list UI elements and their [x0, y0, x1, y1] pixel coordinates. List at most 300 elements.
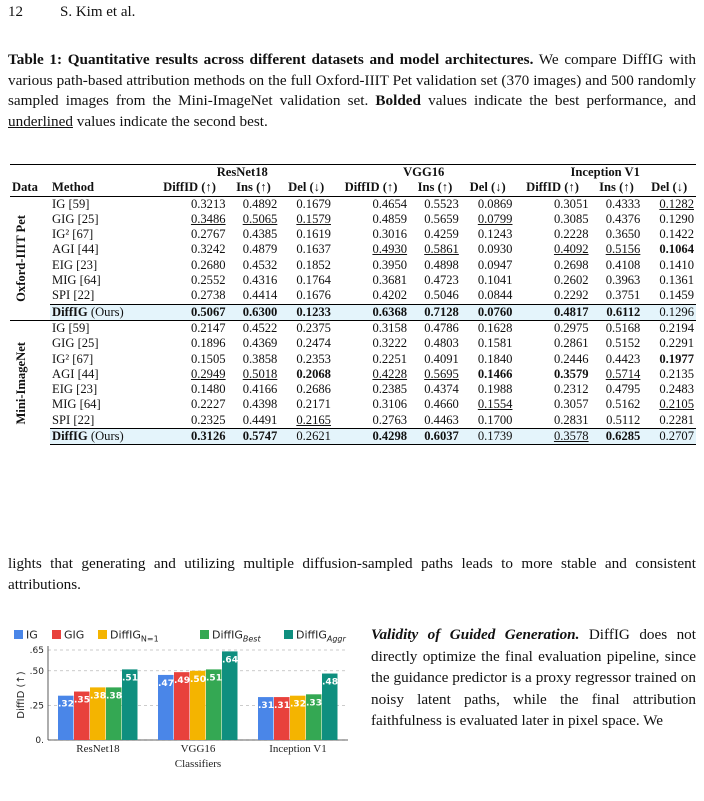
col-method: Method [52, 180, 95, 195]
value-cell [279, 336, 333, 351]
value-cell [409, 397, 461, 412]
value-cell [151, 212, 227, 227]
cell-value: 0.7128 [424, 304, 459, 319]
value-cell [228, 320, 280, 336]
value-cell [333, 336, 409, 351]
value-cell [228, 413, 280, 429]
value-cell [591, 258, 643, 273]
value-cell [228, 196, 280, 212]
value-cell [514, 258, 590, 273]
value-cell [228, 397, 280, 412]
cell-value: 0.2680 [190, 257, 226, 272]
value-cell [461, 288, 515, 304]
cell-value: 0.2227 [190, 397, 226, 412]
cell-value: 0.2949 [190, 366, 226, 381]
method-name: DiffIG [52, 429, 88, 444]
value-cell [461, 273, 515, 288]
value-cell [228, 429, 280, 445]
cell-value: 0.1459 [659, 288, 694, 303]
value-cell [151, 367, 227, 382]
value-cell [333, 212, 409, 227]
value-cell [279, 212, 333, 227]
value-cell [279, 258, 333, 273]
table-row [10, 413, 696, 429]
cell-value: 0.4786 [424, 320, 459, 335]
method-cell [50, 242, 151, 257]
legend-label: DiffIG$_{Best}$ [212, 628, 261, 644]
col-data: Data [12, 180, 38, 195]
x-tick-label: ResNet18 [76, 743, 120, 755]
method-name: EIG [23] [52, 382, 98, 397]
caption-text-1: We compare DiffIG with various path-based attribution methods on the full Oxford-IIIT Pet validation set (370 images) and 500 randomly sampled images from the Mini-ImageNet validation set. [8, 51, 696, 109]
group-header-resnet18: ResNet18 [151, 165, 333, 181]
value-cell [279, 304, 333, 320]
cell-value: 0.1852 [296, 257, 331, 272]
cell-value: 0.4398 [242, 397, 278, 412]
y-tick-label: .65 [29, 646, 44, 656]
col-metric: DiffID (↑) [163, 180, 216, 195]
cell-value: 0.2446 [553, 351, 589, 366]
cell-value: 0.4333 [605, 196, 641, 211]
method-cell [50, 429, 151, 445]
value-cell [461, 196, 515, 212]
value-cell [642, 382, 696, 397]
bar-value-label: .35 [74, 695, 90, 706]
value-cell [514, 212, 590, 227]
cell-value: 0.1410 [659, 257, 694, 272]
legend-label: DiffIG$_{Aggr}$ [296, 628, 346, 644]
value-cell [279, 382, 333, 397]
cell-value: 0.6112 [606, 304, 641, 319]
value-cell [461, 212, 515, 227]
value-cell [591, 320, 643, 336]
table-row [10, 320, 696, 336]
value-cell [591, 227, 643, 242]
cell-value: 0.2291 [659, 336, 694, 351]
value-cell [642, 397, 696, 412]
cell-value: 0.2552 [190, 273, 226, 288]
cell-value: 0.1361 [659, 273, 694, 288]
body-paragraph: lights that generating and utilizing multiple diffusion-sampled paths leads to more stable and consistent attributions. [8, 555, 696, 593]
value-cell [591, 273, 643, 288]
value-cell [514, 336, 590, 351]
value-cell [642, 320, 696, 336]
table-row [10, 258, 696, 273]
cell-value: 0.4817 [553, 304, 589, 319]
value-cell [591, 288, 643, 304]
cell-value: 0.1700 [477, 412, 513, 427]
value-cell [228, 273, 280, 288]
cell-value: 0.4108 [605, 257, 641, 272]
value-cell [279, 242, 333, 257]
method-name: MIG [64] [52, 273, 101, 288]
value-cell [151, 196, 227, 212]
cell-value: 0.5695 [424, 366, 459, 381]
method-cell [50, 397, 151, 412]
cell-value: 0.1505 [190, 351, 226, 366]
value-cell [228, 212, 280, 227]
method-cell [50, 273, 151, 288]
method-name: GIG [25] [52, 336, 99, 351]
cell-value: 0.4092 [553, 242, 589, 257]
cell-value: 0.2621 [296, 429, 331, 444]
value-cell [333, 258, 409, 273]
y-tick-label: .25 [29, 701, 44, 712]
value-cell [642, 242, 696, 257]
bar-value-label: .51 [206, 673, 222, 684]
cell-value: 0.1764 [296, 273, 331, 288]
cell-value: 0.4414 [242, 288, 278, 303]
cell-value: 0.6285 [605, 429, 641, 444]
cell-value: 0.2194 [659, 320, 694, 335]
bar-value-label: .64 [222, 655, 238, 666]
validity-text: DiffIG does not directly optimize the final evaluation pipeline, since the guidance predictor is a proxy regressor trained on noisy latent paths, while the final attribution faithfulness is evaluated later in pixel space. We [371, 626, 696, 729]
method-name: DiffIG [52, 304, 88, 319]
cell-value: 0.2861 [553, 336, 589, 351]
cell-value: 0.3057 [553, 397, 589, 412]
value-cell [151, 413, 227, 429]
col-metric: DiffID (↑) [526, 180, 579, 195]
caption-text-3: values indicate the second best. [76, 112, 268, 130]
method-suffix: (Ours) [90, 429, 124, 444]
value-cell [333, 320, 409, 336]
method-cell [50, 352, 151, 367]
cell-value: 0.2385 [372, 382, 408, 397]
value-cell [642, 227, 696, 242]
cell-value: 0.1480 [190, 382, 226, 397]
cell-value: 0.3016 [372, 227, 408, 242]
cell-value: 0.4091 [424, 351, 459, 366]
cell-value: 0.5747 [242, 429, 278, 444]
value-cell [228, 336, 280, 351]
value-cell [151, 352, 227, 367]
value-cell [642, 413, 696, 429]
value-cell [461, 367, 515, 382]
value-cell [514, 397, 590, 412]
value-cell [591, 429, 643, 445]
value-cell [591, 397, 643, 412]
value-cell [228, 288, 280, 304]
table-row [10, 242, 696, 257]
cell-value: 0.1422 [659, 227, 694, 242]
method-cell [50, 288, 151, 304]
table-row-ours [10, 304, 696, 320]
value-cell [591, 413, 643, 429]
cell-value: 0.2707 [659, 429, 694, 444]
legend-swatch [284, 630, 293, 639]
value-cell [333, 288, 409, 304]
cell-value: 0.1466 [477, 366, 513, 381]
method-cell [50, 258, 151, 273]
value-cell [591, 367, 643, 382]
value-cell [642, 304, 696, 320]
cell-value: 0.5152 [605, 336, 641, 351]
bar-value-label: .31 [258, 701, 274, 712]
bar-value-label: .31 [274, 701, 290, 712]
cell-value: 0.5861 [424, 242, 459, 257]
value-cell [591, 382, 643, 397]
method-cell [50, 212, 151, 227]
table-row [10, 288, 696, 304]
value-cell [461, 304, 515, 320]
value-cell [514, 352, 590, 367]
cell-value: 0.2375 [296, 320, 331, 335]
cell-value: 0.2686 [296, 382, 331, 397]
bar-value-label: .49 [174, 676, 190, 687]
cell-value: 0.5112 [606, 412, 641, 427]
cell-value: 0.2312 [553, 382, 589, 397]
cell-value: 0.4202 [372, 288, 408, 303]
value-cell [279, 352, 333, 367]
value-cell [642, 336, 696, 351]
value-cell [151, 397, 227, 412]
method-cell [50, 320, 151, 336]
bar-value-label: .51 [122, 673, 138, 684]
table-row [10, 397, 696, 412]
cell-value: 0.4298 [372, 429, 408, 444]
cell-value: 0.3085 [553, 211, 589, 226]
cell-value: 0.1840 [477, 351, 513, 366]
value-cell [151, 242, 227, 257]
dataset-label: Mini-ImageNet [14, 341, 28, 425]
method-name: IG [59] [52, 320, 90, 335]
method-cell [50, 336, 151, 351]
method-name: GIG [25] [52, 211, 99, 226]
cell-value: 0.4491 [242, 412, 278, 427]
cell-value: 0.4930 [372, 242, 408, 257]
cell-value: 0.1988 [477, 382, 513, 397]
value-cell [409, 367, 461, 382]
value-cell [228, 382, 280, 397]
chart-svg [6, 626, 364, 796]
cell-value: 0.3126 [190, 429, 226, 444]
cell-value: 0.3963 [605, 273, 641, 288]
legend-swatch [52, 630, 61, 639]
value-cell [151, 382, 227, 397]
method-name: IG² [67] [52, 351, 94, 366]
bar-value-label: .32 [290, 699, 306, 710]
value-cell [642, 273, 696, 288]
method-cell [50, 367, 151, 382]
value-cell [409, 304, 461, 320]
y-axis-label: DiffID (↑) [16, 671, 27, 719]
cell-value: 0.1896 [190, 336, 226, 351]
cell-value: 0.1619 [296, 227, 331, 242]
value-cell [228, 258, 280, 273]
method-name: AGI [44] [52, 366, 99, 381]
cell-value: 0.2228 [553, 227, 589, 242]
value-cell [591, 336, 643, 351]
caption-bolded-word: Bolded [375, 92, 421, 109]
value-cell [591, 212, 643, 227]
value-cell [514, 382, 590, 397]
value-cell [333, 242, 409, 257]
cell-value: 0.4228 [372, 366, 408, 381]
value-cell [409, 273, 461, 288]
cell-value: 0.2135 [659, 366, 694, 381]
cell-value: 0.6037 [424, 429, 459, 444]
value-cell [279, 320, 333, 336]
cell-value: 0.2975 [553, 320, 589, 335]
method-name: MIG [64] [52, 397, 101, 412]
value-cell [514, 367, 590, 382]
cell-value: 0.3578 [553, 429, 589, 444]
cell-value: 0.5156 [605, 242, 641, 257]
value-cell [514, 273, 590, 288]
value-cell [642, 258, 696, 273]
value-cell [151, 336, 227, 351]
method-name: AGI [44] [52, 242, 99, 257]
legend-label: IG [26, 628, 38, 642]
value-cell [409, 352, 461, 367]
cell-value: 0.4385 [242, 227, 278, 242]
cell-value: 0.2281 [659, 412, 694, 427]
legend-label: DiffIG$_{N=1}$ [110, 628, 159, 644]
cell-value: 0.1676 [296, 288, 331, 303]
table-row [10, 382, 696, 397]
cell-value: 0.2165 [296, 412, 331, 427]
value-cell [461, 227, 515, 242]
cell-value: 0.1233 [296, 304, 331, 319]
cell-value: 0.2353 [296, 351, 331, 366]
value-cell [514, 196, 590, 212]
cell-value: 0.2325 [190, 412, 226, 427]
value-cell [409, 242, 461, 257]
table-row [10, 196, 696, 212]
value-cell [279, 429, 333, 445]
col-metric: DiffID (↑) [344, 180, 398, 195]
cell-value: 0.3158 [372, 320, 408, 335]
value-cell [333, 429, 409, 445]
value-cell [514, 429, 590, 445]
value-cell [461, 413, 515, 429]
value-cell [409, 227, 461, 242]
cell-value: 0.3751 [605, 288, 641, 303]
value-cell [333, 413, 409, 429]
cell-value: 0.1282 [659, 196, 694, 211]
cell-value: 0.5067 [190, 304, 226, 319]
value-cell [642, 212, 696, 227]
method-suffix: (Ours) [90, 304, 124, 319]
cell-value: 0.4522 [242, 320, 278, 335]
table-row [10, 352, 696, 367]
col-metric: Ins (↑) [417, 180, 453, 195]
caption-label: Table 1: Quantitative results across different datasets and model architectures. [8, 51, 534, 68]
cell-value: 0.3486 [190, 211, 226, 226]
cell-value: 0.4532 [242, 257, 278, 272]
cell-value: 0.4795 [605, 382, 641, 397]
bar-value-label: .32 [58, 699, 74, 710]
cell-value: 0.5018 [242, 366, 278, 381]
dataset-label: Oxford-IIIT Pet [14, 214, 28, 302]
cell-value: 0.4259 [424, 227, 459, 242]
cell-value: 0.4859 [372, 211, 408, 226]
caption-text-2: values indicate the best performance, and [428, 92, 697, 109]
cell-value: 0.2763 [372, 412, 408, 427]
value-cell [151, 320, 227, 336]
cell-value: 0.5065 [242, 211, 278, 226]
value-cell [642, 196, 696, 212]
cell-value: 0.2105 [659, 397, 694, 412]
bar-value-label: .48 [322, 677, 338, 688]
value-cell [514, 288, 590, 304]
cell-value: 0.1977 [659, 351, 694, 366]
value-cell [409, 429, 461, 445]
bar-value-label: .38 [90, 691, 106, 702]
value-cell [461, 352, 515, 367]
bar-chart [6, 626, 364, 796]
value-cell [514, 242, 590, 257]
legend-swatch [14, 630, 23, 639]
value-cell [642, 352, 696, 367]
value-cell [461, 242, 515, 257]
cell-value: 0.2738 [190, 288, 226, 303]
value-cell [409, 320, 461, 336]
value-cell [228, 242, 280, 257]
value-cell [591, 304, 643, 320]
cell-value: 0.2147 [190, 320, 226, 335]
method-name: EIG [23] [52, 257, 98, 272]
cell-value: 0.3858 [242, 351, 278, 366]
value-cell [642, 429, 696, 445]
validity-heading: Validity of Guided Generation. [371, 626, 580, 643]
legend-label: GIG [64, 628, 85, 642]
cell-value: 0.3222 [372, 336, 408, 351]
value-cell [151, 227, 227, 242]
value-cell [514, 304, 590, 320]
cell-value: 0.4374 [424, 382, 459, 397]
value-cell [279, 397, 333, 412]
value-cell [279, 413, 333, 429]
cell-value: 0.4423 [605, 351, 641, 366]
value-cell [514, 413, 590, 429]
page-number: 12 [8, 4, 23, 20]
table-caption [8, 50, 696, 132]
value-cell [409, 413, 461, 429]
cell-value: 0.4898 [424, 257, 459, 272]
bar-value-label: .33 [306, 698, 322, 709]
cell-value: 0.5714 [605, 366, 641, 381]
cell-value: 0.1679 [296, 196, 331, 211]
cell-value: 0.3950 [372, 257, 408, 272]
method-cell [50, 382, 151, 397]
results-table [10, 164, 696, 445]
value-cell [333, 352, 409, 367]
cell-value: 0.2474 [296, 336, 331, 351]
cell-value: 0.4892 [242, 196, 278, 211]
value-cell [461, 336, 515, 351]
method-name: SPI [22] [52, 288, 95, 303]
x-axis-label: Classifiers [174, 758, 222, 770]
cell-value: 0.2602 [553, 273, 589, 288]
value-cell [151, 429, 227, 445]
col-metric: Ins (↑) [236, 180, 271, 195]
cell-value: 0.1628 [477, 320, 513, 335]
value-cell [333, 227, 409, 242]
cell-value: 0.2068 [296, 366, 331, 381]
value-cell [642, 288, 696, 304]
cell-value: 0.5523 [424, 196, 459, 211]
caption-underlined-word: underlined [8, 112, 73, 130]
table-row [10, 212, 696, 227]
cell-value: 0.3650 [605, 227, 641, 242]
bar-value-label: .50 [190, 674, 206, 685]
method-name: IG [59] [52, 196, 90, 211]
cell-value: 0.5162 [605, 397, 641, 412]
value-cell [151, 258, 227, 273]
cell-value: 0.2171 [296, 397, 331, 412]
method-cell [50, 227, 151, 242]
